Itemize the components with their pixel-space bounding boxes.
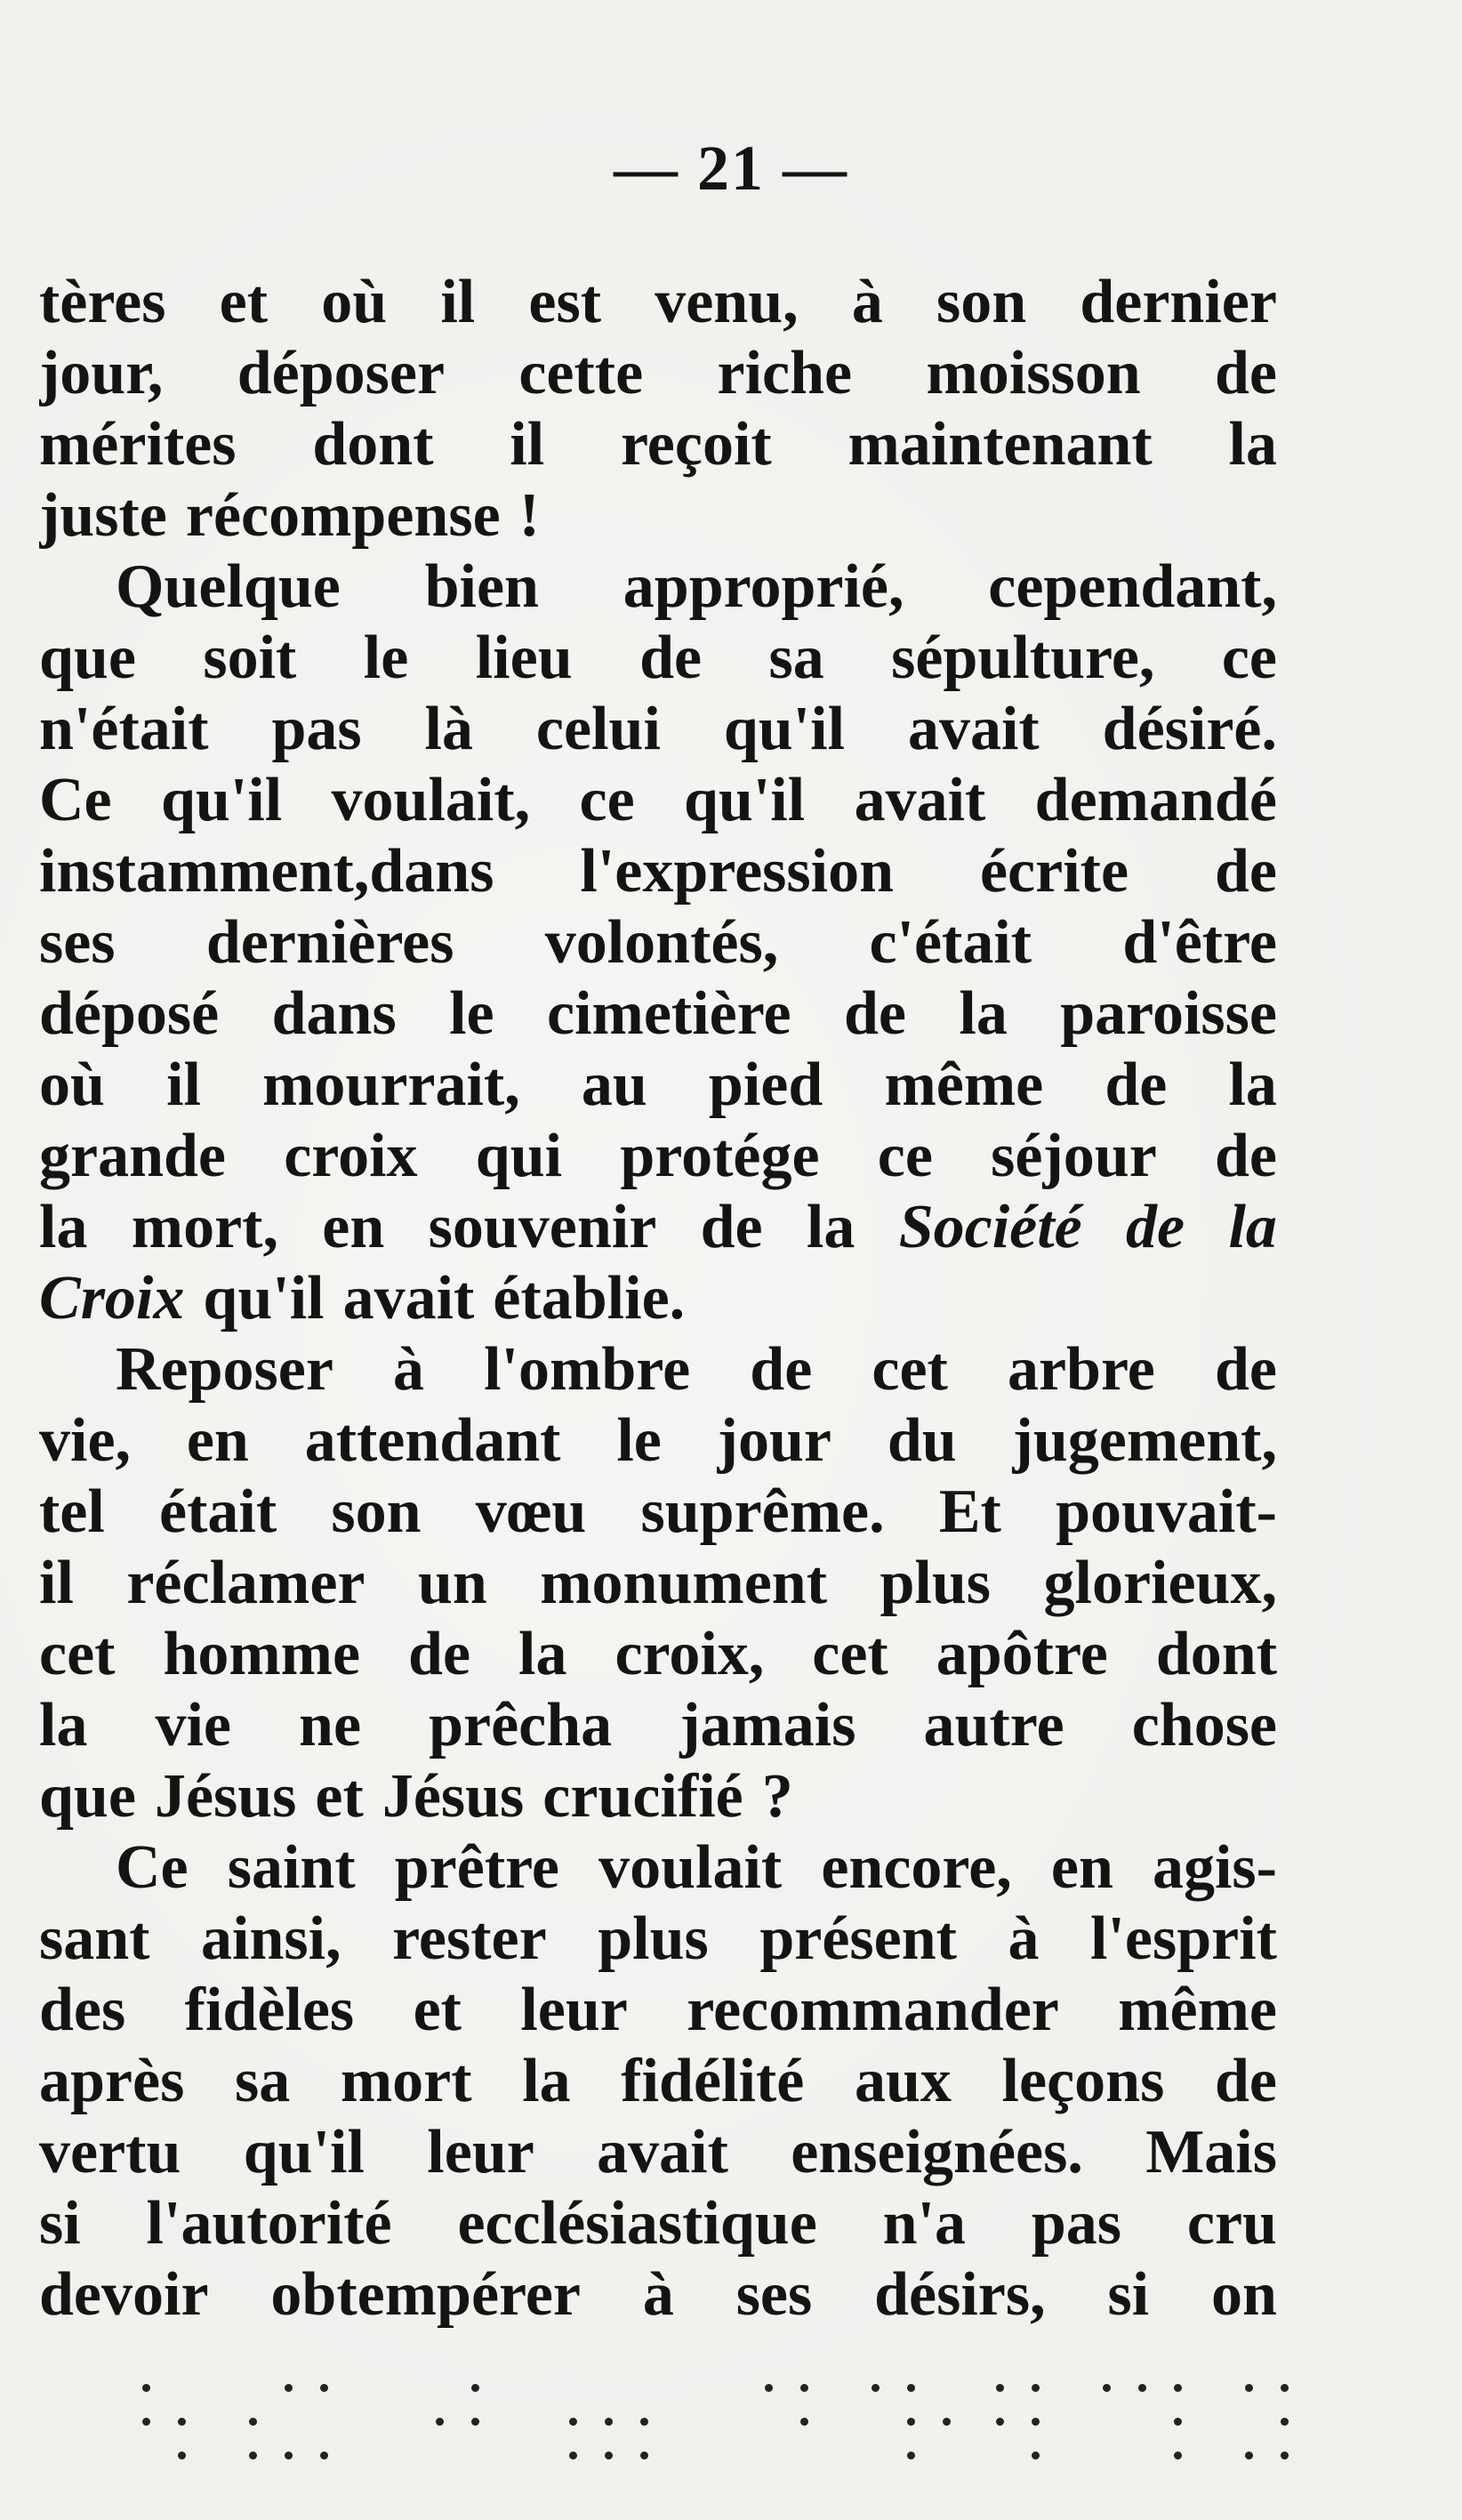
word: ! [518,481,540,550]
word: croix [284,1122,418,1190]
word: du [887,1406,957,1475]
word: Croix [39,1264,185,1332]
text-line [39,623,1277,694]
word: en [186,1406,249,1475]
word: la [959,979,1008,1048]
word: de [1214,339,1277,407]
text-line [39,338,1277,409]
word: demandé [1034,766,1277,834]
embossed-dot [1281,2384,1289,2392]
word: apôtre [936,1620,1108,1688]
word: mort, [131,1193,278,1261]
word: jugement, [1012,1406,1277,1475]
word: de [408,1620,471,1688]
word: le [449,979,494,1048]
embossed-dot [605,2418,613,2426]
word: la [39,1691,88,1759]
embossed-dot [178,2452,186,2460]
word: Société [898,1193,1082,1261]
word: suprême. [640,1477,885,1546]
embossed-dot [800,2418,808,2426]
word: l'ombre [484,1335,691,1404]
word: jamais [679,1691,856,1759]
word: où [321,268,388,336]
word: c'était [869,908,1032,977]
word: ses [735,2260,813,2329]
braille-dot-pattern [142,2384,1325,2500]
word: lieu [475,624,573,692]
word: l'autorité [146,2189,392,2258]
word: leur [427,2118,534,2186]
word: prêcha [429,1691,613,1759]
word: celui [535,695,661,763]
word: dans [271,979,397,1048]
word: ecclésiastique [457,2189,817,2258]
embossed-dot [943,2418,951,2426]
word: que [39,624,136,692]
text-line [39,2046,1277,2117]
word: arbre [1007,1335,1155,1404]
text-line [39,1477,1277,1548]
word: paroisse [1060,979,1277,1048]
text-line [39,1192,1277,1263]
word: écrite [979,837,1129,906]
embossed-dot [1103,2384,1111,2392]
word: qu'il [684,766,806,834]
text-line [39,1263,1277,1334]
text-line [39,1975,1277,2046]
word: la [522,2047,571,2115]
text-line [39,694,1277,765]
embossed-dot [765,2384,773,2392]
word: venu, [655,268,799,336]
word: même [1118,1976,1277,2044]
word: de [1126,1193,1185,1261]
word: reçoit [621,410,772,479]
word: et [315,1762,364,1831]
word: l'expression [580,837,895,906]
word: ? [761,1762,793,1831]
word: présent [759,1904,957,1973]
word: Quelque [116,552,341,621]
word: ce [1221,624,1277,692]
word: la [39,1193,88,1261]
word: et [413,1976,462,2044]
word: glorieux, [1043,1549,1277,1617]
word: sa [768,624,824,692]
word: pied [708,1051,823,1119]
word: il [166,1051,201,1119]
text-line [39,1405,1277,1477]
word: jour, [39,339,164,407]
word: un [417,1549,487,1617]
word: Mais [1145,2118,1277,2186]
text-line [39,978,1277,1050]
word: cet [812,1620,888,1688]
word: maintenant [847,410,1153,479]
embossed-dot [569,2418,577,2426]
word: protége [620,1122,820,1190]
word: il [510,410,545,479]
embossed-dot [605,2452,613,2460]
word: voulait, [331,766,531,834]
embossed-dot [285,2452,293,2460]
word: vie, [39,1406,132,1475]
embossed-dot [640,2452,648,2460]
word: Ce [39,766,112,834]
embossed-dot [178,2418,186,2426]
word: pas [1031,2189,1122,2258]
word: établie. [493,1264,686,1332]
text-line [39,1761,1277,1832]
word: la [518,1620,567,1688]
word: à [642,2260,674,2329]
word: si [39,2189,81,2258]
word: bien [424,552,539,621]
word: avait [854,766,986,834]
text-line [39,1904,1277,1975]
word: soit [203,624,297,692]
word: vertu [39,2118,181,2186]
embossed-dot [471,2418,479,2426]
word: Et [938,1477,1001,1546]
embossed-dot [1138,2384,1146,2392]
embossed-dot [907,2418,915,2426]
word: devoir [39,2260,209,2329]
word: là [424,695,473,763]
word: séjour [991,1122,1157,1190]
word: il [440,268,476,336]
word: tères [39,268,166,336]
word: cet [872,1335,948,1404]
word: dernières [205,908,454,977]
word: leur [520,1976,628,2044]
word: que [39,1762,136,1831]
embossed-dot [471,2384,479,2392]
word: le [363,624,409,692]
word: Jésus [382,1762,525,1831]
word: d'être [1122,908,1277,977]
word: grande [39,1122,226,1190]
word: on [1211,2260,1277,2329]
word: chose [1131,1691,1277,1759]
word: dont [1155,1620,1277,1688]
word: sant [39,1904,150,1973]
word: tel [39,1477,105,1546]
text-line [39,1050,1277,1121]
word: ainsi, [201,1904,341,1973]
word: déposé [39,979,220,1048]
text-line [39,1832,1277,1904]
word: et [219,268,269,336]
embossed-dot [907,2452,915,2460]
word: son [331,1477,422,1546]
word: dernier [1080,268,1277,336]
word: monument [540,1549,828,1617]
embossed-dot [1032,2418,1040,2426]
word: il [39,1549,74,1617]
word: cependant, [988,552,1277,621]
text-line [39,2259,1277,2331]
word: ce [579,766,635,834]
word: aux [854,2047,952,2115]
text-line [39,1619,1277,1690]
word: ne [299,1691,362,1759]
word: la [1228,1193,1277,1261]
text-line [39,552,1277,623]
word: en [322,1193,385,1261]
text-line [39,907,1277,978]
word: de [1215,1122,1277,1190]
text-line [39,2188,1277,2259]
word: de [1214,837,1277,906]
word: crucifié [542,1762,743,1831]
word: cimetière [547,979,791,1048]
word: jour [717,1406,831,1475]
embossed-dot [800,2384,808,2392]
text-line [39,836,1277,907]
word: de [639,624,703,692]
word: même [884,1051,1044,1119]
word: de [750,1335,813,1404]
embossed-dot [1245,2384,1253,2392]
word: la [1228,1051,1277,1119]
word: pas [271,695,362,763]
word: mourrait, [262,1051,520,1119]
word: de [1105,1051,1168,1119]
word: où [39,1051,105,1119]
word: avait [907,695,1040,763]
word: voulait [598,1833,783,1902]
word: récompense [185,481,501,550]
embossed-dot [320,2452,328,2460]
embossed-dot [996,2418,1004,2426]
word: Reposer [116,1335,333,1404]
word: obtempérer [270,2260,581,2329]
embossed-dot [1174,2418,1182,2426]
word: son [936,268,1027,336]
embossed-dot [142,2418,150,2426]
word: cette [518,339,644,407]
word: autre [923,1691,1064,1759]
word: à [1008,1904,1040,1973]
embossed-dot [1281,2452,1289,2460]
text-line [39,765,1277,836]
word: à [851,268,883,336]
word: mort [340,2047,472,2115]
word: de [844,979,906,1048]
word: fidèles [184,1976,355,2044]
word: n'a [882,2189,967,2258]
word: attendant [304,1406,561,1475]
word: plus [598,1904,709,1973]
word: sépulture, [891,624,1155,692]
word: en [1050,1833,1113,1902]
text-line [39,267,1277,338]
word: n'était [39,695,209,763]
embossed-dot [1174,2452,1182,2460]
word: moisson [926,339,1141,407]
text-line [39,1334,1277,1405]
word: instamment,dans [39,837,494,906]
embossed-dot [569,2452,577,2460]
word: sa [234,2047,291,2115]
embossed-dot [640,2418,648,2426]
embossed-dot [872,2384,880,2392]
word: prêtre [394,1833,560,1902]
word: Ce [116,1833,189,1902]
text-line [39,1121,1277,1192]
word: leçons [1001,2047,1165,2115]
word: approprié, [623,552,904,621]
word: ce [877,1122,933,1190]
word: qu'il [243,2118,365,2186]
word: des [39,1976,126,2044]
word: au [581,1051,647,1119]
embossed-dot [436,2418,444,2426]
word: de [700,1193,763,1261]
word: désirs, [874,2260,1046,2329]
word: juste [39,481,167,550]
word: désiré. [1102,695,1277,763]
word: vœu [475,1477,587,1546]
embossed-dot [1174,2384,1182,2392]
word: homme [163,1620,361,1688]
word: encore, [821,1833,1012,1902]
word: était [159,1477,277,1546]
word: dont [312,410,434,479]
word: l'esprit [1090,1904,1277,1973]
word: rester [392,1904,547,1973]
embossed-dot [142,2384,150,2392]
embossed-dot [1032,2384,1040,2392]
word: enseignées. [791,2118,1083,2186]
word: si [1107,2260,1150,2329]
text-line [39,1690,1277,1761]
word: réclamer [126,1549,366,1617]
word: agis- [1152,1833,1277,1902]
word: qui [475,1122,563,1190]
word: cru [1186,2189,1277,2258]
embossed-dot [1281,2418,1289,2426]
text-line [39,1548,1277,1619]
word: plus [880,1549,992,1617]
embossed-dot [320,2384,328,2392]
word: qu'il [723,695,846,763]
page-number: — 21 — [614,133,848,204]
embossed-dot [996,2384,1004,2392]
word: mérites [39,410,237,479]
word: vie [155,1691,232,1759]
word: souvenir [428,1193,657,1261]
word: de [1214,2047,1277,2115]
embossed-dot [285,2384,293,2392]
word: la [806,1193,856,1261]
text-line [39,480,1277,552]
embossed-dot [249,2418,257,2426]
word: recommander [687,1976,1059,2044]
word: la [1228,410,1277,479]
word: Jésus [154,1762,297,1831]
word: de [1214,1335,1277,1404]
word: avait [597,2118,728,2186]
embossed-dot [1245,2452,1253,2460]
word: cet [39,1620,116,1688]
word: croix, [615,1620,765,1688]
word: est [528,268,602,336]
word: déposer [237,339,446,407]
word: avait [342,1264,475,1332]
embossed-dot [249,2452,257,2460]
embossed-dot [907,2384,915,2392]
word: saint [227,1833,356,1902]
word: riche [717,339,853,407]
word: volontés, [544,908,779,977]
text-line [39,409,1277,480]
word: à [393,1335,425,1404]
word: qu'il [160,766,283,834]
word: ses [39,908,116,977]
body-text [39,267,1277,2331]
text-line [39,2117,1277,2188]
embossed-dot [1032,2452,1040,2460]
word: après [39,2047,185,2115]
word: pouvait- [1056,1477,1277,1546]
word: fidélité [621,2047,805,2115]
word: le [616,1406,662,1475]
word: qu'il [203,1264,325,1332]
